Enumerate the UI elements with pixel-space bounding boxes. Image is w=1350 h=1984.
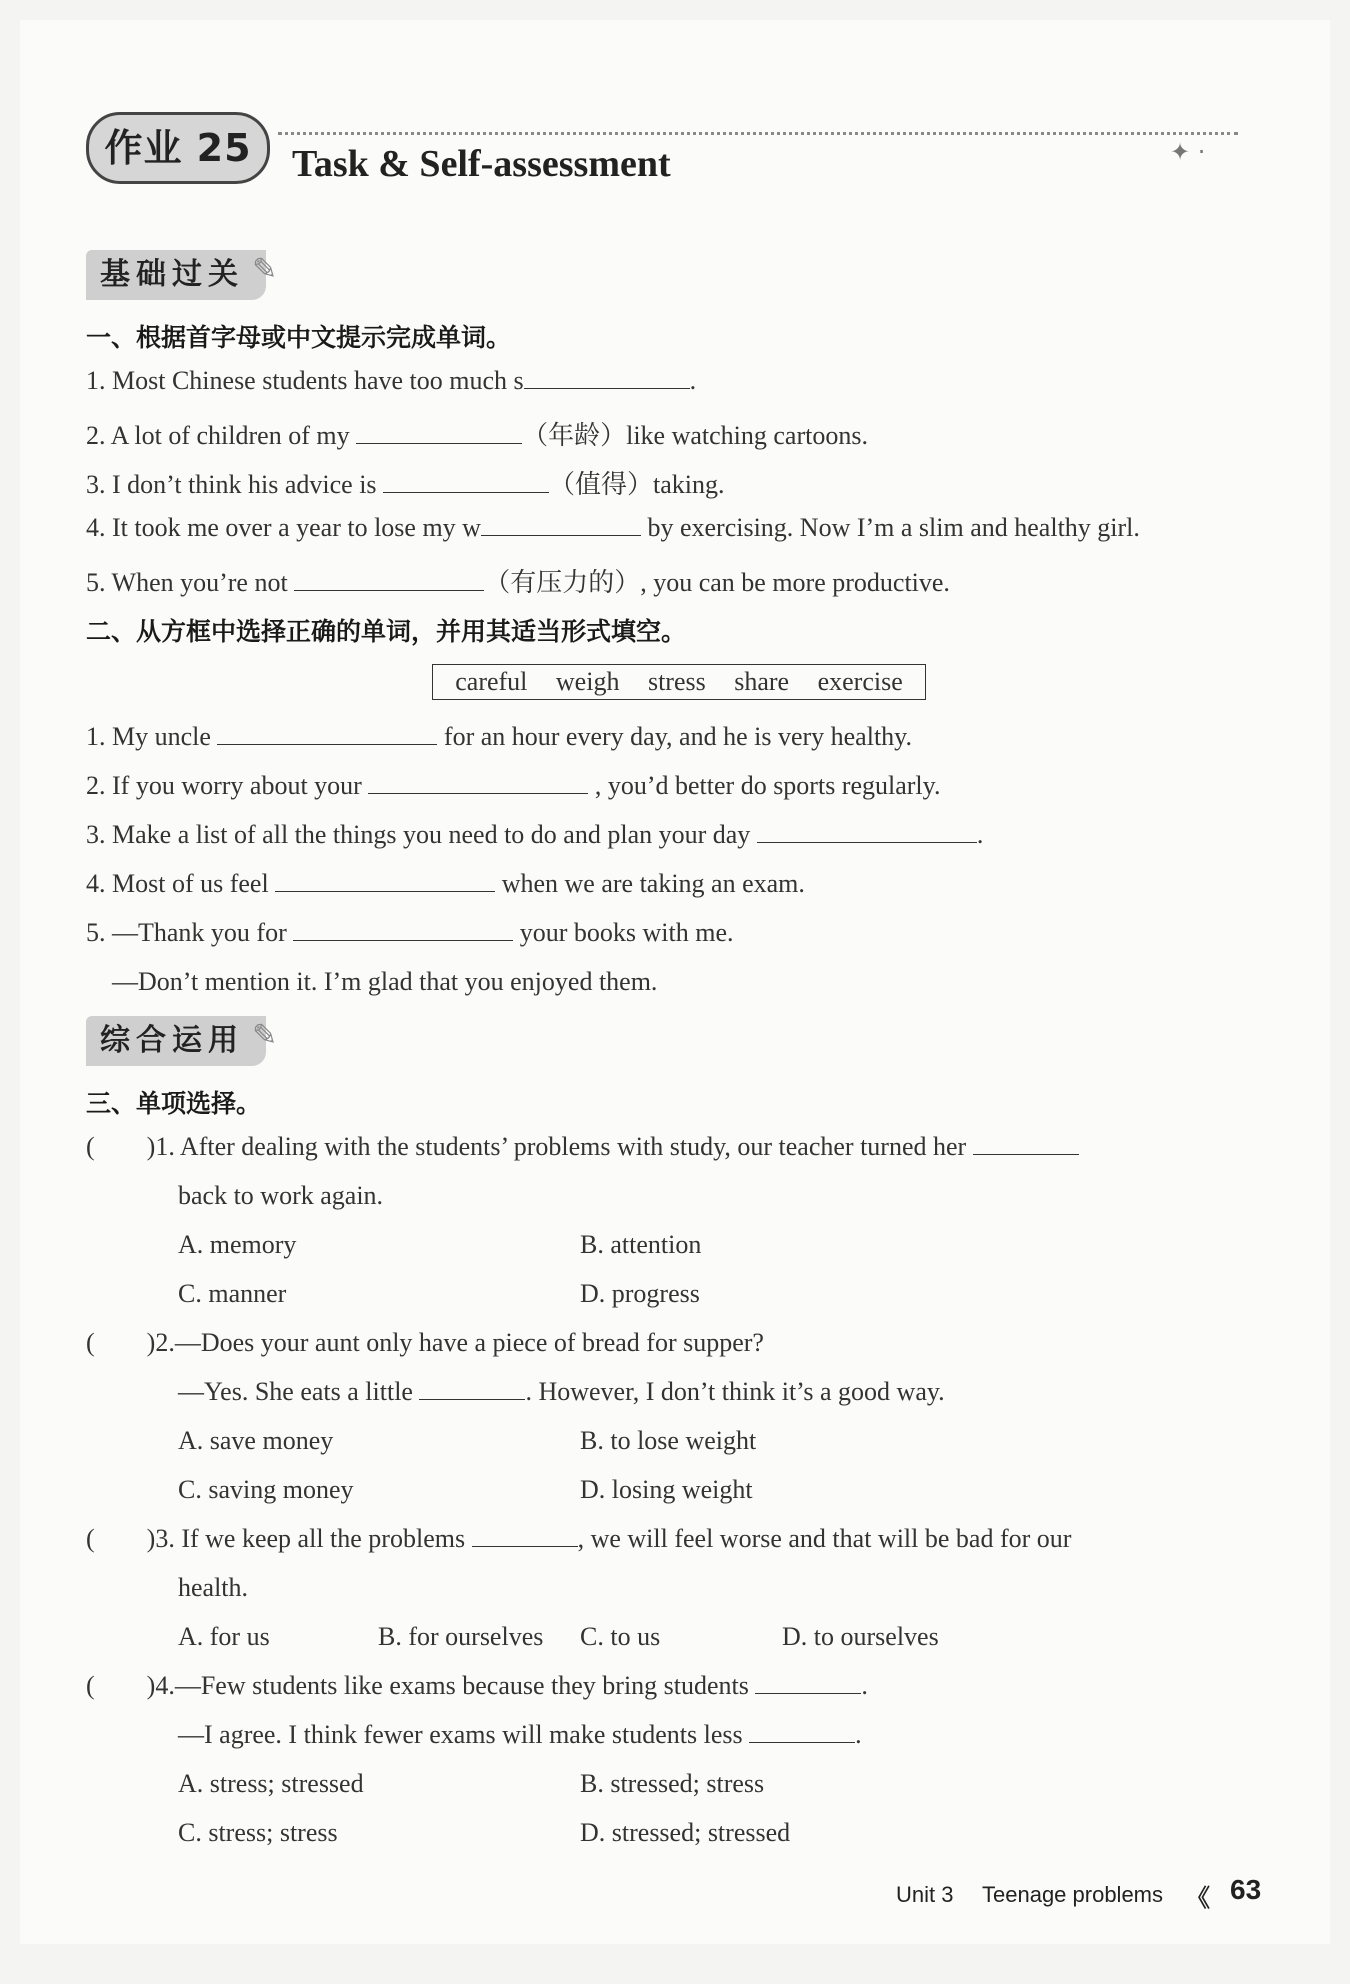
- part2-question-2: [86, 771, 940, 801]
- answer-paren-open[interactable]: (: [86, 1524, 95, 1553]
- question-number: 3.: [155, 1524, 175, 1553]
- mcq-2: [86, 1328, 764, 1358]
- mcq-4-line-2: [178, 1720, 862, 1750]
- mcq-3-option-c[interactable]: C. to us: [580, 1622, 661, 1651]
- answer-paren-close: ): [146, 1524, 156, 1553]
- question-number: 4.: [155, 1671, 175, 1700]
- answer-blank[interactable]: [749, 1720, 855, 1743]
- question-text: .: [689, 366, 697, 395]
- question-text: your books with me.: [519, 918, 734, 947]
- title-dotted-rule: [278, 132, 1238, 135]
- word-bank-box: careful weigh stress share exercise: [432, 664, 926, 700]
- answer-paren-close: ): [146, 1132, 156, 1161]
- answer-blank[interactable]: [294, 568, 484, 591]
- homework-badge: 作业 25: [86, 112, 270, 184]
- question-text: .: [861, 1671, 868, 1700]
- question-text: —I agree. I think fewer exams will make students less: [178, 1720, 743, 1749]
- decor-star-icon: ✦ ·: [1170, 138, 1206, 166]
- part1-question-3: [86, 464, 725, 501]
- question-number: 1.: [155, 1132, 175, 1161]
- part1-question-4: [86, 513, 1140, 543]
- answer-blank[interactable]: [481, 513, 641, 536]
- mcq-2-line-2: [178, 1377, 945, 1407]
- question-text: . However, I don’t think it’s a good way.: [525, 1377, 945, 1406]
- question-number: 2.: [155, 1328, 175, 1357]
- question-text: 3. I don’t think his advice is: [86, 470, 377, 499]
- question-text: 2. If you worry about your: [86, 771, 362, 800]
- footer-topic: Teenage problems: [982, 1882, 1164, 1907]
- question-text: （年龄）like watching cartoons.: [522, 421, 868, 450]
- mcq-2-option-b[interactable]: B. to lose weight: [580, 1426, 757, 1455]
- part1-question-5: [86, 562, 950, 599]
- answer-blank[interactable]: [293, 918, 513, 941]
- mcq-3-option-b[interactable]: B. for ourselves: [378, 1622, 544, 1651]
- question-text: If we keep all the problems: [181, 1524, 466, 1553]
- question-text: by exercising. Now I’m a slim and healthy girl.: [647, 513, 1140, 542]
- answer-blank[interactable]: [356, 421, 522, 444]
- question-text: 2. A lot of children of my: [86, 421, 350, 450]
- question-text: 3. Make a list of all the things you need to do and plan your day: [86, 820, 751, 849]
- mcq-4-option-c[interactable]: C. stress; stress: [178, 1818, 338, 1847]
- worksheet-page: [20, 20, 1330, 1944]
- answer-paren-open[interactable]: (: [86, 1671, 95, 1700]
- question-text: .: [976, 820, 984, 849]
- question-text: for an hour every day, and he is very healthy.: [443, 722, 912, 751]
- question-text: 4. It took me over a year to lose my w: [86, 513, 481, 542]
- mcq-3-continued: health.: [178, 1573, 249, 1602]
- part2-question-3: [86, 820, 983, 850]
- mcq-2-option-d[interactable]: D. losing weight: [580, 1475, 753, 1504]
- mcq-4-option-d[interactable]: D. stressed; stressed: [580, 1818, 791, 1847]
- pencil-icon: ✎: [252, 1018, 278, 1053]
- answer-paren-open[interactable]: (: [86, 1132, 95, 1161]
- part2-question-4: [86, 869, 805, 899]
- mcq-2-option-a[interactable]: A. save money: [178, 1426, 334, 1455]
- question-text: 1. Most Chinese students have too much s: [86, 366, 524, 395]
- answer-blank[interactable]: [275, 869, 495, 892]
- part1-heading: 一、根据首字母或中文提示完成单词。: [86, 323, 512, 352]
- answer-paren-close: ): [146, 1671, 156, 1700]
- question-text: —Yes. She eats a little: [178, 1377, 413, 1406]
- mcq-1: [86, 1132, 1079, 1162]
- answer-paren-open[interactable]: (: [86, 1328, 95, 1357]
- part1-question-1: [86, 366, 696, 396]
- answer-blank[interactable]: [757, 820, 977, 843]
- answer-paren-close: ): [146, 1328, 156, 1357]
- part3-heading: 三、单项选择。: [86, 1089, 262, 1118]
- part2-question-5-reply: —Don’t mention it. I’m glad that you enjoyed them.: [112, 967, 658, 996]
- question-text: , we will feel worse and that will be bad for our: [577, 1524, 1072, 1553]
- question-text: After dealing with the students’ problems with study, our teacher turned her: [179, 1132, 967, 1161]
- mcq-1-option-c[interactable]: C. manner: [178, 1279, 287, 1308]
- question-text: 4. Most of us feel: [86, 869, 269, 898]
- question-text: .: [855, 1720, 862, 1749]
- question-text: 5. When you’re not: [86, 568, 288, 597]
- question-text: （值得）taking.: [549, 470, 725, 499]
- mcq-3-option-d[interactable]: D. to ourselves: [782, 1622, 939, 1651]
- part2-heading: 二、从方框中选择正确的单词，并用其适当形式填空。: [86, 617, 687, 646]
- mcq-3: [86, 1524, 1071, 1554]
- mcq-2-option-c[interactable]: C. saving money: [178, 1475, 354, 1504]
- question-text: （有压力的）, you can be more productive.: [484, 568, 950, 597]
- question-text: 1. My uncle: [86, 722, 211, 751]
- answer-blank[interactable]: [472, 1524, 578, 1547]
- footer-unit: Unit 3: [896, 1882, 954, 1907]
- question-text: , you’d better do sports regularly.: [594, 771, 941, 800]
- section-tag-comprehensive: 综合运用: [86, 1016, 266, 1066]
- mcq-1-option-b[interactable]: B. attention: [580, 1230, 702, 1259]
- question-text: when we are taking an exam.: [501, 869, 805, 898]
- part2-question-1: [86, 722, 912, 752]
- mcq-3-option-a[interactable]: A. for us: [178, 1622, 270, 1651]
- mcq-4: [86, 1671, 868, 1701]
- question-text: —Few students like exams because they bring students: [174, 1671, 749, 1700]
- page-title: Task & Self-assessment: [292, 143, 671, 185]
- mcq-4-option-a[interactable]: A. stress; stressed: [178, 1769, 364, 1798]
- answer-blank[interactable]: [383, 470, 549, 493]
- question-text: 5. —Thank you for: [86, 918, 287, 947]
- pencil-icon: ✎: [252, 252, 278, 287]
- mcq-1-option-d[interactable]: D. progress: [580, 1279, 700, 1308]
- answer-blank[interactable]: [524, 366, 690, 389]
- part1-question-2: [86, 415, 868, 452]
- answer-blank[interactable]: [755, 1671, 861, 1694]
- double-chevron-left-icon: 《: [1186, 1885, 1210, 1912]
- answer-blank[interactable]: [973, 1132, 1079, 1155]
- answer-blank[interactable]: [217, 722, 437, 745]
- answer-blank[interactable]: [419, 1377, 525, 1400]
- answer-blank[interactable]: [368, 771, 588, 794]
- mcq-4-option-b[interactable]: B. stressed; stress: [580, 1769, 765, 1798]
- mcq-1-continued: back to work again.: [178, 1181, 384, 1210]
- section-tag-basic: 基础过关: [86, 250, 266, 300]
- page-number: 63: [1230, 1874, 1262, 1905]
- mcq-1-option-a[interactable]: A. memory: [178, 1230, 297, 1259]
- part2-question-5: [86, 918, 734, 948]
- question-text: —Does your aunt only have a piece of bread for supper?: [174, 1328, 764, 1357]
